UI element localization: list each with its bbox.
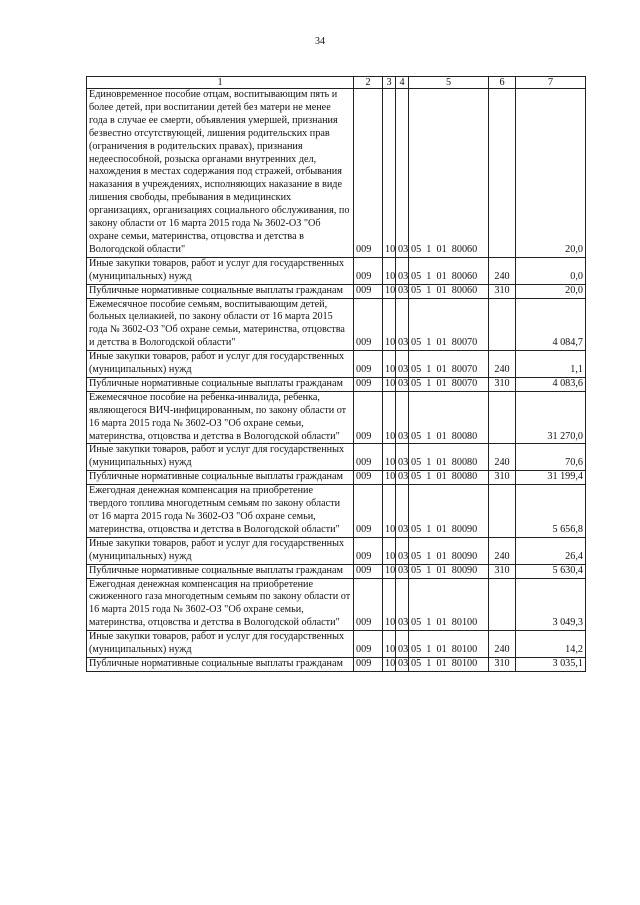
row-ministry-code: 009 <box>354 631 383 658</box>
row-description: Иные закупки товаров, работ и услуг для государственных (муниципальных) нужд <box>87 444 354 471</box>
row-expense-type-code <box>489 298 516 351</box>
table-row <box>87 444 586 471</box>
header-col-4: 4 <box>396 77 409 89</box>
page-number: 34 <box>315 36 325 47</box>
row-section-code: 10 <box>383 284 396 298</box>
table-row <box>87 564 586 578</box>
row-ministry-code: 009 <box>354 657 383 671</box>
row-ministry-code: 009 <box>354 257 383 284</box>
row-amount: 3 035,1 <box>516 657 586 671</box>
row-description: Иные закупки товаров, работ и услуг для государственных (муниципальных) нужд <box>87 351 354 378</box>
row-expense-type-code: 240 <box>489 631 516 658</box>
row-subsection-code: 03 <box>396 284 409 298</box>
row-description: Публичные нормативные социальные выплаты гражданам <box>87 564 354 578</box>
row-section-code: 10 <box>383 471 396 485</box>
row-amount: 26,4 <box>516 537 586 564</box>
row-target-article-code: 05 1 01 80100 <box>409 657 489 671</box>
row-ministry-code: 009 <box>354 391 383 444</box>
row-section-code: 10 <box>383 391 396 444</box>
table-row <box>87 351 586 378</box>
row-target-article-code: 05 1 01 80070 <box>409 377 489 391</box>
row-target-article-code: 05 1 01 80070 <box>409 351 489 378</box>
row-description: Ежемесячное пособие семьям, воспитывающим детей, больных целиакией, по закону области от 16 марта 2015 года № 3602-ОЗ "Об охране семьи, материнства, отцовства и детства в Вологодской области" <box>87 298 354 351</box>
table-row <box>87 657 586 671</box>
row-amount: 31 270,0 <box>516 391 586 444</box>
row-description: Публичные нормативные социальные выплаты гражданам <box>87 284 354 298</box>
header-col-2: 2 <box>354 77 383 89</box>
row-section-code: 10 <box>383 444 396 471</box>
row-section-code: 10 <box>383 351 396 378</box>
table-row <box>87 471 586 485</box>
row-subsection-code: 03 <box>396 444 409 471</box>
row-description: Публичные нормативные социальные выплаты гражданам <box>87 377 354 391</box>
row-subsection-code: 03 <box>396 485 409 538</box>
row-description: Единовременное пособие отцам, воспитывающим пять и более детей, при воспитании детей без матери не менее года в случае ее смерти, объявления умершей, признания безвестно отсутствующей, лишения родительских прав (ограничения в родительских правах), признания недееспособной, розыска органами внутренних дел, нахождения в местах содержания под стражей, отбывания наказания в учреждениях, исполняющих наказание в виде лишения свободы, пребывания в медицинских организациях, организациях социального обслуживания, по закону области от 16 марта 2015 года № 3602-ОЗ "Об охране семьи, материнства, отцовства и детства в Вологодской области" <box>87 89 354 258</box>
row-description: Публичные нормативные социальные выплаты гражданам <box>87 471 354 485</box>
row-amount: 3 049,3 <box>516 578 586 631</box>
row-ministry-code: 009 <box>354 89 383 258</box>
row-target-article-code: 05 1 01 80090 <box>409 564 489 578</box>
row-target-article-code: 05 1 01 80090 <box>409 537 489 564</box>
row-target-article-code: 05 1 01 80090 <box>409 485 489 538</box>
row-ministry-code: 009 <box>354 444 383 471</box>
table-row <box>87 537 586 564</box>
row-description: Иные закупки товаров, работ и услуг для государственных (муниципальных) нужд <box>87 537 354 564</box>
row-expense-type-code: 240 <box>489 537 516 564</box>
row-subsection-code: 03 <box>396 471 409 485</box>
row-ministry-code: 009 <box>354 351 383 378</box>
row-target-article-code: 05 1 01 80060 <box>409 257 489 284</box>
row-expense-type-code <box>489 578 516 631</box>
row-expense-type-code: 310 <box>489 284 516 298</box>
row-ministry-code: 009 <box>354 284 383 298</box>
row-amount: 31 199,4 <box>516 471 586 485</box>
row-target-article-code: 05 1 01 80060 <box>409 284 489 298</box>
budget-table <box>86 76 586 672</box>
table-row <box>87 631 586 658</box>
row-expense-type-code: 240 <box>489 351 516 378</box>
row-amount: 0,0 <box>516 257 586 284</box>
row-subsection-code: 03 <box>396 377 409 391</box>
row-expense-type-code: 310 <box>489 564 516 578</box>
row-section-code: 10 <box>383 564 396 578</box>
row-target-article-code: 05 1 01 80080 <box>409 444 489 471</box>
row-expense-type-code <box>489 485 516 538</box>
row-expense-type-code <box>489 89 516 258</box>
header-col-6: 6 <box>489 77 516 89</box>
row-expense-type-code: 310 <box>489 377 516 391</box>
row-target-article-code: 05 1 01 80070 <box>409 298 489 351</box>
row-description: Иные закупки товаров, работ и услуг для государственных (муниципальных) нужд <box>87 257 354 284</box>
row-target-article-code: 05 1 01 80060 <box>409 89 489 258</box>
header-col-1: 1 <box>87 77 354 89</box>
row-section-code: 10 <box>383 377 396 391</box>
table-header-row <box>87 77 586 89</box>
table-row <box>87 578 586 631</box>
row-description: Публичные нормативные социальные выплаты гражданам <box>87 657 354 671</box>
row-target-article-code: 05 1 01 80100 <box>409 631 489 658</box>
row-section-code: 10 <box>383 257 396 284</box>
table-row <box>87 298 586 351</box>
table-row <box>87 284 586 298</box>
row-subsection-code: 03 <box>396 89 409 258</box>
table-row <box>87 257 586 284</box>
table-row <box>87 377 586 391</box>
row-section-code: 10 <box>383 631 396 658</box>
row-subsection-code: 03 <box>396 564 409 578</box>
row-section-code: 10 <box>383 89 396 258</box>
row-subsection-code: 03 <box>396 631 409 658</box>
row-ministry-code: 009 <box>354 298 383 351</box>
row-subsection-code: 03 <box>396 257 409 284</box>
row-amount: 1,1 <box>516 351 586 378</box>
row-amount: 5 630,4 <box>516 564 586 578</box>
row-amount: 4 084,7 <box>516 298 586 351</box>
row-amount: 5 656,8 <box>516 485 586 538</box>
row-section-code: 10 <box>383 298 396 351</box>
table-row <box>87 391 586 444</box>
row-description: Ежемесячное пособие на ребенка-инвалида, ребенка, являющегося ВИЧ-инфицированным, по закону области от 16 марта 2015 года № 3602-ОЗ "Об охране семьи, материнства, отцовства и детства в Вологодской области" <box>87 391 354 444</box>
row-ministry-code: 009 <box>354 564 383 578</box>
row-ministry-code: 009 <box>354 471 383 485</box>
header-col-3: 3 <box>383 77 396 89</box>
row-subsection-code: 03 <box>396 657 409 671</box>
table-row <box>87 485 586 538</box>
row-subsection-code: 03 <box>396 351 409 378</box>
row-description: Иные закупки товаров, работ и услуг для государственных (муниципальных) нужд <box>87 631 354 658</box>
row-amount: 20,0 <box>516 89 586 258</box>
row-ministry-code: 009 <box>354 377 383 391</box>
row-target-article-code: 05 1 01 80080 <box>409 471 489 485</box>
row-target-article-code: 05 1 01 80080 <box>409 391 489 444</box>
row-expense-type-code: 310 <box>489 657 516 671</box>
row-ministry-code: 009 <box>354 537 383 564</box>
row-subsection-code: 03 <box>396 391 409 444</box>
row-target-article-code: 05 1 01 80100 <box>409 578 489 631</box>
row-ministry-code: 009 <box>354 485 383 538</box>
row-amount: 14,2 <box>516 631 586 658</box>
row-expense-type-code: 240 <box>489 257 516 284</box>
row-amount: 20,0 <box>516 284 586 298</box>
row-ministry-code: 009 <box>354 578 383 631</box>
row-expense-type-code: 310 <box>489 471 516 485</box>
table-body <box>87 89 586 672</box>
row-section-code: 10 <box>383 657 396 671</box>
table-row <box>87 89 586 258</box>
row-subsection-code: 03 <box>396 537 409 564</box>
row-subsection-code: 03 <box>396 578 409 631</box>
row-description: Ежегодная денежная компенсация на приобретение твердого топлива многодетным семьям по закону области от 16 марта 2015 года № 3602-ОЗ "Об охране семьи, материнства, отцовства и детства в Вологодской области" <box>87 485 354 538</box>
row-section-code: 10 <box>383 578 396 631</box>
row-amount: 70,6 <box>516 444 586 471</box>
header-col-7: 7 <box>516 77 586 89</box>
header-col-5: 5 <box>409 77 489 89</box>
row-expense-type-code: 240 <box>489 444 516 471</box>
row-section-code: 10 <box>383 537 396 564</box>
row-description: Ежегодная денежная компенсация на приобретение сжиженного газа многодетным семьям по закону области от 16 марта 2015 года № 3602-ОЗ "Об охране семьи, материнства, отцовства и детства в Вологодской области" <box>87 578 354 631</box>
row-subsection-code: 03 <box>396 298 409 351</box>
row-section-code: 10 <box>383 485 396 538</box>
row-amount: 4 083,6 <box>516 377 586 391</box>
row-expense-type-code <box>489 391 516 444</box>
